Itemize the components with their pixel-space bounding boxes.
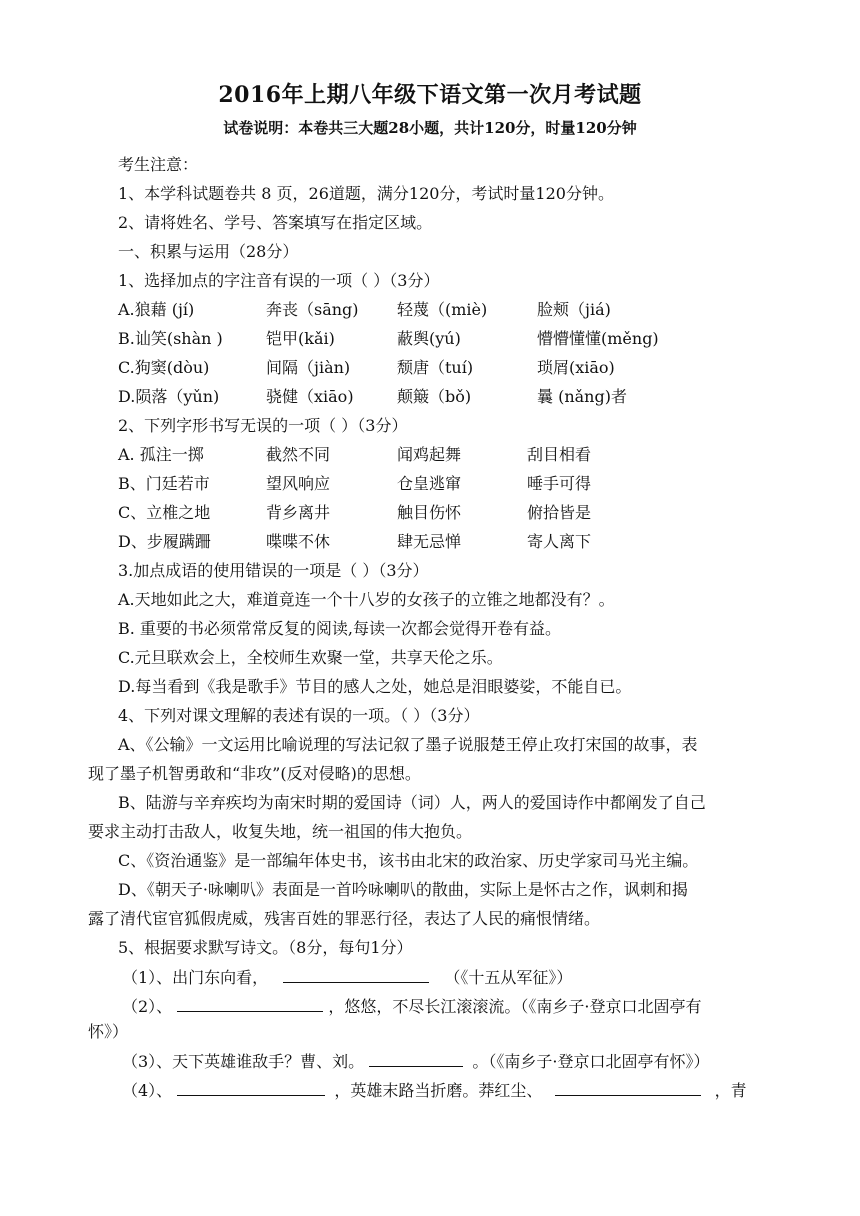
fill-text: ，悠悠，不尽长江滚滚流。（《南乡子·登京口北固亭有 — [328, 997, 702, 1016]
option-line-continued: 要求主动打击敌人，收复失地，统一祖国的伟大抱负。 — [88, 822, 473, 841]
fill-text: （2）、 — [122, 997, 173, 1016]
option-cell: C.狗窦(dòu) — [118, 358, 210, 377]
fill-text: ，青 — [714, 1081, 747, 1100]
option-cell: D、步履蹒跚 — [118, 532, 211, 551]
option-row — [0, 328, 860, 350]
option-cell: 仓皇逃窜 — [397, 474, 462, 493]
option-cell: 蔽舆(yú) — [397, 329, 461, 348]
option-cell: D.陨落（yǔn) — [118, 387, 220, 406]
option-line: B、陆游与辛弃疾均为南宋时期的爱国诗（词）人，两人的爱国诗作中都阐发了自己 — [118, 793, 706, 812]
question-stem: 1、选择加点的字注音有误的一项（ ）（3分） — [118, 271, 440, 290]
fill-text: （4）、 — [122, 1081, 173, 1100]
option-row — [0, 357, 860, 379]
question-stem: 3.加点成语的使用错误的一项是（ ）（3分） — [118, 561, 429, 580]
option-cell: B.讪笑(shàn ) — [118, 329, 223, 348]
option-line: A.天地如此之大，难道竟连一个十八岁的女孩子的立锥之地都没有？。 — [118, 590, 615, 609]
option-cell: 铠甲(kǎi) — [266, 329, 335, 348]
option-cell: 骁健（xiāo) — [266, 387, 354, 406]
option-cell: 奔丧（sāng) — [266, 300, 359, 319]
exam-subtitle: 试卷说明：本卷共三大题28小题，共计120分，时量120分钟 — [223, 119, 637, 137]
fill-line — [122, 966, 572, 989]
answer-blank[interactable] — [283, 966, 429, 983]
option-cell: A. 孤注一掷 — [118, 445, 204, 464]
option-cell: 闻鸡起舞 — [397, 445, 462, 464]
answer-blank[interactable] — [177, 1079, 325, 1096]
answer-blank[interactable] — [555, 1079, 701, 1096]
section-heading: 一、积累与运用（28分） — [118, 242, 299, 261]
option-cell: 唾手可得 — [527, 474, 592, 493]
option-row — [0, 473, 860, 495]
option-cell: 望风响应 — [266, 474, 331, 493]
option-cell: 琐屑(xiāo) — [537, 358, 615, 377]
option-line: C.元旦联欢会上，全校师生欢聚一堂，共享天伦之乐。 — [118, 648, 503, 667]
notice-item: 2、请将姓名、学号、答案填写在指定区域。 — [118, 213, 433, 232]
fill-text: 。（《南乡子·登京口北固亭有怀》） — [472, 1052, 710, 1071]
answer-blank[interactable] — [369, 1050, 463, 1067]
option-row — [0, 444, 860, 466]
option-line: A、《公输》一文运用比喻说理的写法记叙了墨子说服楚王停止攻打宋国的故事，表 — [118, 735, 698, 754]
option-row — [0, 502, 860, 524]
option-cell: 颠簸（bǒ) — [397, 387, 472, 406]
option-cell: 脸颊（jiá) — [537, 300, 611, 319]
notice-item: 1、本学科试题卷共 8 页，26道题，满分120分，考试时量120分钟。 — [118, 184, 614, 203]
option-cell: C、立椎之地 — [118, 503, 211, 522]
option-cell: 间隔（jiàn) — [266, 358, 351, 377]
question-stem: 2、下列字形书写无误的一项（ ）（3分） — [118, 416, 408, 435]
option-cell: 懵懵懂懂(měng) — [537, 329, 659, 348]
option-line: C、《资治通鉴》是一部编年体史书，该书由北宋的政治家、历史学家司马光主编。 — [118, 851, 699, 870]
fill-line — [122, 995, 701, 1018]
notice-heading: 考生注意： — [118, 155, 199, 174]
fill-line-continued: 怀》） — [88, 1022, 129, 1041]
option-cell: 截然不同 — [266, 445, 331, 464]
option-line-continued: 露了清代宦官狐假虎威，残害百姓的罪恶行径，表达了人民的痛恨情绪。 — [88, 909, 601, 928]
fill-text: （3）、天下英雄谁敌手？曹、刘。 — [122, 1052, 365, 1071]
option-cell: A.狼藉 (jí) — [118, 300, 195, 319]
option-cell: 俯拾皆是 — [527, 503, 592, 522]
option-cell: 触目伤怀 — [397, 503, 462, 522]
option-cell: 颓唐（tuí) — [397, 358, 474, 377]
exam-title: 2016年上期八年级下语文第一次月考试题 — [218, 82, 642, 108]
option-row — [0, 299, 860, 321]
option-line-continued: 现了墨子机智勇敢和“非攻”(反对侵略)的思想。 — [88, 764, 421, 783]
option-row — [0, 531, 860, 553]
fill-text: （1）、出门东向看， — [122, 968, 269, 987]
question-stem: 4、下列对课文理解的表述有误的一项。（ ）（3分） — [118, 706, 480, 725]
option-cell: 轻蔑（(miè) — [397, 300, 488, 319]
option-cell: 寄人离下 — [527, 532, 592, 551]
option-row — [0, 386, 860, 408]
option-cell: 曩 (nǎng)者 — [537, 387, 627, 406]
fill-text: ，英雄末路当折磨。莽红尘、 — [334, 1081, 543, 1100]
option-cell: 刮目相看 — [527, 445, 592, 464]
fill-line — [122, 1079, 747, 1102]
fill-text: （《十五从军征》） — [444, 968, 573, 987]
option-cell: B、门廷若市 — [118, 474, 210, 493]
answer-blank[interactable] — [177, 995, 323, 1012]
fill-line — [122, 1050, 709, 1073]
option-cell: 背乡离井 — [266, 503, 331, 522]
option-cell: 喋喋不休 — [266, 532, 331, 551]
option-line: B. 重要的书必须常常反复的阅读,每读一次都会觉得开卷有益。 — [118, 619, 562, 638]
question-stem: 5、根据要求默写诗文。（8分，每句1分） — [118, 938, 413, 957]
option-line: D、《朝天子·咏喇叭》表面是一首吟咏喇叭的散曲，实际上是怀古之作，讽刺和揭 — [118, 880, 688, 899]
option-line: D.每当看到《我是歌手》节目的感人之处，她总是泪眼婆娑，不能自已。 — [118, 677, 632, 696]
option-cell: 肆无忌惮 — [397, 532, 462, 551]
